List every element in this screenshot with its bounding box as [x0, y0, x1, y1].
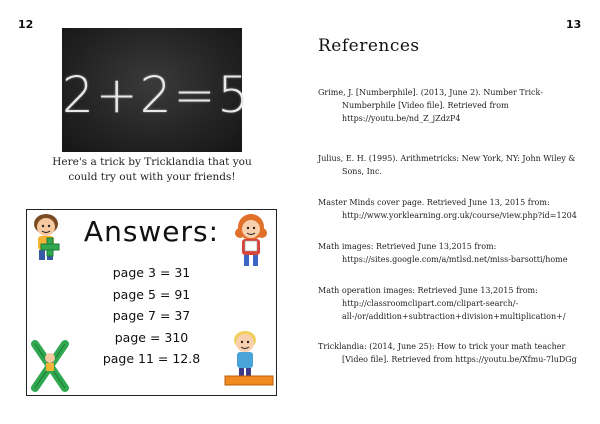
page-number-left: 12: [18, 18, 34, 31]
reference-entry: Grime, J. [Numberphile]. (2013, June 2). Number Trick- Numberphile [Video file]. Retrieved from https://youtu.be/nd_Z_jZdzP4: [318, 88, 543, 123]
references-title: References: [318, 36, 420, 56]
girl-student-icon: [231, 213, 271, 271]
chalkboard-caption: Here's a trick by Tricklandia that you could try out with your friends!: [52, 156, 252, 183]
chalkboard-equation: 2+2=5: [62, 66, 252, 124]
boy-with-minus-sign-icon: [223, 328, 275, 392]
boy-with-plus-sign-icon: [29, 212, 67, 264]
answers-title: Answers:: [83, 215, 220, 248]
answer-line: page 3 = 31: [112, 265, 191, 280]
reference-entry: Math operation images: Retrieved June 13,2015 from: http://classroomclipart.com/clipart-search/-all-/or/addition+subtraction+division+multiplication+/: [318, 286, 566, 321]
chalkboard-image: [62, 28, 252, 152]
answer-line: page 5 = 91: [112, 286, 191, 302]
answers-box: [26, 209, 277, 396]
reference-entry: Julius, E. H. (1995). Arithmetricks: New York, NY: John Wiley & Sons, Inc.: [318, 154, 576, 176]
reference-entry: Tricklandia: (2014, June 25): How to trick your math teacher [Video file]. Retrieved from https://youtu.be/Xfmu-7luDGg: [318, 342, 577, 364]
page-number-right: 13: [566, 18, 582, 31]
answer-line: page = 310: [114, 329, 189, 345]
reference-entry: Math images: Retrieved June 13,2015 from: https://sites.google.com/a/mtlsd.net/miss-barsotti/home: [318, 242, 568, 264]
reference-entry: Master Minds cover page. Retrieved June 13, 2015 from: http://www.yorklearning.org.uk/course/view.php?id=1204: [318, 198, 577, 220]
multiplication-sign-icon: [29, 338, 71, 394]
answer-line: page 11 = 12.8: [102, 351, 201, 366]
answer-line: page 7 = 37: [112, 308, 191, 323]
